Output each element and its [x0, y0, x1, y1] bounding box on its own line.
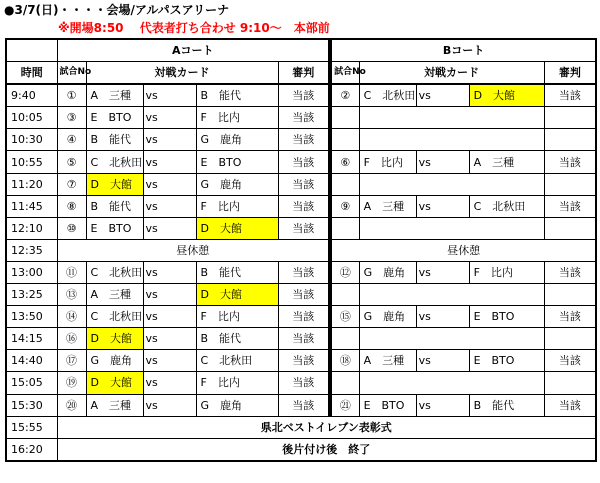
time-cell: 11:45	[6, 195, 57, 217]
table-row	[6, 394, 596, 416]
vs-label-a: vs	[143, 107, 196, 129]
time-cell: 13:00	[6, 261, 57, 283]
time-cell: 15:55	[6, 416, 57, 438]
referee-b: 当該	[544, 306, 596, 328]
team-1-a: B 能代	[86, 195, 143, 217]
empty-cell-b	[544, 129, 596, 151]
team-2-a: F 比内	[196, 306, 278, 328]
schedule-date-venue: ●3/7(日)・・・・会場/アルパスアリーナ	[4, 3, 230, 17]
vs-label-a: vs	[143, 129, 196, 151]
team-1-b: E BTO	[359, 394, 416, 416]
team-2-a: G 鹿角	[196, 129, 278, 151]
vs-label-a: vs	[143, 84, 196, 107]
table-row	[6, 239, 596, 261]
game-number-a: ①	[57, 84, 86, 107]
time-cell: 11:20	[6, 173, 57, 195]
referee-b: 当該	[544, 84, 596, 107]
vs-label-a: vs	[143, 350, 196, 372]
referee-b: 当該	[544, 195, 596, 217]
empty-cell-b	[331, 328, 359, 350]
table-row	[6, 84, 596, 107]
team-1-a: D 大館	[86, 328, 143, 350]
team-1-a: B 能代	[86, 129, 143, 151]
time-cell: 15:30	[6, 394, 57, 416]
col-card-b: 対戦カード	[359, 62, 544, 85]
empty-cell-b	[544, 173, 596, 195]
referee-a: 当該	[278, 84, 329, 107]
referee-a: 当該	[278, 217, 329, 239]
team-1-a: C 北秋田	[86, 151, 143, 173]
lunch-break-b: 昼休憩	[331, 239, 596, 261]
team-2-b: C 北秋田	[469, 195, 544, 217]
team-2-b: D 大館	[469, 84, 544, 107]
team-2-a: G 鹿角	[196, 394, 278, 416]
empty-cell-b	[359, 217, 544, 239]
empty-cell-b	[331, 129, 359, 151]
team-1-b: G 鹿角	[359, 306, 416, 328]
court-header-row	[6, 39, 596, 62]
empty-cell-b	[331, 173, 359, 195]
team-2-a: B 能代	[196, 328, 278, 350]
team-1-a: D 大館	[86, 372, 143, 394]
court-b-label: Bコート	[331, 39, 596, 62]
col-game-no-a: 試合No	[57, 62, 86, 85]
team-2-a: C 北秋田	[196, 350, 278, 372]
table-row	[6, 328, 596, 350]
referee-a: 当該	[278, 107, 329, 129]
game-number-a: ⑰	[57, 350, 86, 372]
game-number-b: ⑱	[331, 350, 359, 372]
game-number-b: ⑨	[331, 195, 359, 217]
vs-label-b: vs	[416, 151, 469, 173]
team-1-a: E BTO	[86, 217, 143, 239]
team-2-a: B 能代	[196, 84, 278, 107]
vs-label-a: vs	[143, 151, 196, 173]
table-row	[6, 129, 596, 151]
game-number-b: ⑮	[331, 306, 359, 328]
table-row	[6, 284, 596, 306]
referee-a: 当該	[278, 151, 329, 173]
team-2-a: B 能代	[196, 261, 278, 283]
col-card-a: 対戦カード	[86, 62, 278, 85]
team-2-a: F 比内	[196, 107, 278, 129]
referee-a: 当該	[278, 195, 329, 217]
table-row	[6, 107, 596, 129]
referee-a: 当該	[278, 261, 329, 283]
empty-cell-b	[359, 129, 544, 151]
game-number-a: ⑤	[57, 151, 86, 173]
team-2-b: E BTO	[469, 350, 544, 372]
referee-a: 当該	[278, 284, 329, 306]
game-number-a: ⑭	[57, 306, 86, 328]
team-2-a: F 比内	[196, 195, 278, 217]
team-2-a: E BTO	[196, 151, 278, 173]
team-1-b: A 三種	[359, 350, 416, 372]
vs-label-b: vs	[416, 84, 469, 107]
team-2-b: B 能代	[469, 394, 544, 416]
team-1-b: F 比内	[359, 151, 416, 173]
empty-cell-b	[359, 173, 544, 195]
table-row	[6, 261, 596, 283]
game-number-b: ②	[331, 84, 359, 107]
game-number-a: ⑦	[57, 173, 86, 195]
schedule-table	[5, 38, 597, 462]
game-number-b: ⑫	[331, 261, 359, 283]
referee-a: 当該	[278, 350, 329, 372]
empty-cell-b	[544, 107, 596, 129]
vs-label-b: vs	[416, 306, 469, 328]
game-number-a: ⑯	[57, 328, 86, 350]
game-number-a: ⑪	[57, 261, 86, 283]
time-cell: 10:05	[6, 107, 57, 129]
team-1-a: C 北秋田	[86, 306, 143, 328]
col-referee-a: 審判	[278, 62, 329, 85]
referee-a: 当該	[278, 173, 329, 195]
table-row	[6, 372, 596, 394]
referee-a: 当該	[278, 129, 329, 151]
referee-b: 当該	[544, 394, 596, 416]
table-row	[6, 438, 596, 461]
team-1-a: E BTO	[86, 107, 143, 129]
team-2-b: A 三種	[469, 151, 544, 173]
table-row	[6, 217, 596, 239]
time-cell: 15:05	[6, 372, 57, 394]
game-number-a: ⑲	[57, 372, 86, 394]
team-2-a: G 鹿角	[196, 173, 278, 195]
table-row	[6, 350, 596, 372]
empty-cell-b	[331, 217, 359, 239]
game-number-a: ③	[57, 107, 86, 129]
time-cell: 12:10	[6, 217, 57, 239]
referee-b: 当該	[544, 261, 596, 283]
team-1-a: A 三種	[86, 284, 143, 306]
table-row	[6, 195, 596, 217]
team-2-a: F 比内	[196, 372, 278, 394]
team-1-b: G 鹿角	[359, 261, 416, 283]
game-number-a: ④	[57, 129, 86, 151]
empty-cell-b	[544, 372, 596, 394]
empty-cell-b	[544, 217, 596, 239]
time-cell: 16:20	[6, 438, 57, 461]
time-cell: 14:15	[6, 328, 57, 350]
team-1-b: A 三種	[359, 195, 416, 217]
vs-label-a: vs	[143, 306, 196, 328]
empty-cell-b	[331, 107, 359, 129]
vs-label-a: vs	[143, 173, 196, 195]
time-cell: 10:55	[6, 151, 57, 173]
game-number-a: ⑧	[57, 195, 86, 217]
referee-a: 当該	[278, 328, 329, 350]
time-cell: 13:50	[6, 306, 57, 328]
vs-label-a: vs	[143, 195, 196, 217]
vs-label-b: vs	[416, 195, 469, 217]
vs-label-a: vs	[143, 394, 196, 416]
referee-b: 当該	[544, 350, 596, 372]
team-1-a: C 北秋田	[86, 261, 143, 283]
game-number-a: ⑬	[57, 284, 86, 306]
team-2-a: D 大館	[196, 217, 278, 239]
table-row	[6, 306, 596, 328]
vs-label-b: vs	[416, 350, 469, 372]
col-time: 時間	[6, 62, 57, 85]
empty-cell-b	[359, 328, 544, 350]
referee-a: 当該	[278, 372, 329, 394]
team-1-a: G 鹿角	[86, 350, 143, 372]
vs-label-a: vs	[143, 372, 196, 394]
time-cell: 13:25	[6, 284, 57, 306]
vs-label-a: vs	[143, 217, 196, 239]
game-number-a: ⑳	[57, 394, 86, 416]
opening-notice: ※開場8:50 代表者打ち合わせ 9:10～ 本部前	[58, 21, 330, 35]
empty-cell-b	[331, 284, 359, 306]
event-cell: 県北ベストイレブン表彰式	[57, 416, 596, 438]
vs-label-b: vs	[416, 394, 469, 416]
team-1-a: A 三種	[86, 84, 143, 107]
vs-label-b: vs	[416, 261, 469, 283]
time-cell: 10:30	[6, 129, 57, 151]
referee-a: 当該	[278, 394, 329, 416]
col-game-no-b: 試合No	[331, 62, 359, 85]
team-1-a: D 大館	[86, 173, 143, 195]
table-row	[6, 416, 596, 438]
column-header-row	[6, 62, 596, 85]
team-2-b: E BTO	[469, 306, 544, 328]
team-2-a: D 大館	[196, 284, 278, 306]
time-cell: 9:40	[6, 84, 57, 107]
table-row	[6, 173, 596, 195]
vs-label-a: vs	[143, 284, 196, 306]
time-cell: 12:35	[6, 239, 57, 261]
vs-label-a: vs	[143, 261, 196, 283]
table-row	[6, 151, 596, 173]
game-number-b: ⑥	[331, 151, 359, 173]
empty-cell-b	[331, 372, 359, 394]
lunch-break-a: 昼休憩	[57, 239, 329, 261]
referee-b: 当該	[544, 151, 596, 173]
game-number-b: ㉑	[331, 394, 359, 416]
empty-cell-b	[544, 328, 596, 350]
team-1-a: A 三種	[86, 394, 143, 416]
referee-a: 当該	[278, 306, 329, 328]
time-cell: 14:40	[6, 350, 57, 372]
event-cell: 後片付け後 終了	[57, 438, 596, 461]
col-referee-b: 審判	[544, 62, 596, 85]
game-number-a: ⑩	[57, 217, 86, 239]
vs-label-a: vs	[143, 328, 196, 350]
empty-cell-b	[359, 284, 544, 306]
empty-cell-b	[359, 372, 544, 394]
empty-cell-b	[359, 107, 544, 129]
team-1-b: C 北秋田	[359, 84, 416, 107]
court-a-label: Aコート	[57, 39, 329, 62]
empty-cell-b	[544, 284, 596, 306]
team-2-b: F 比内	[469, 261, 544, 283]
